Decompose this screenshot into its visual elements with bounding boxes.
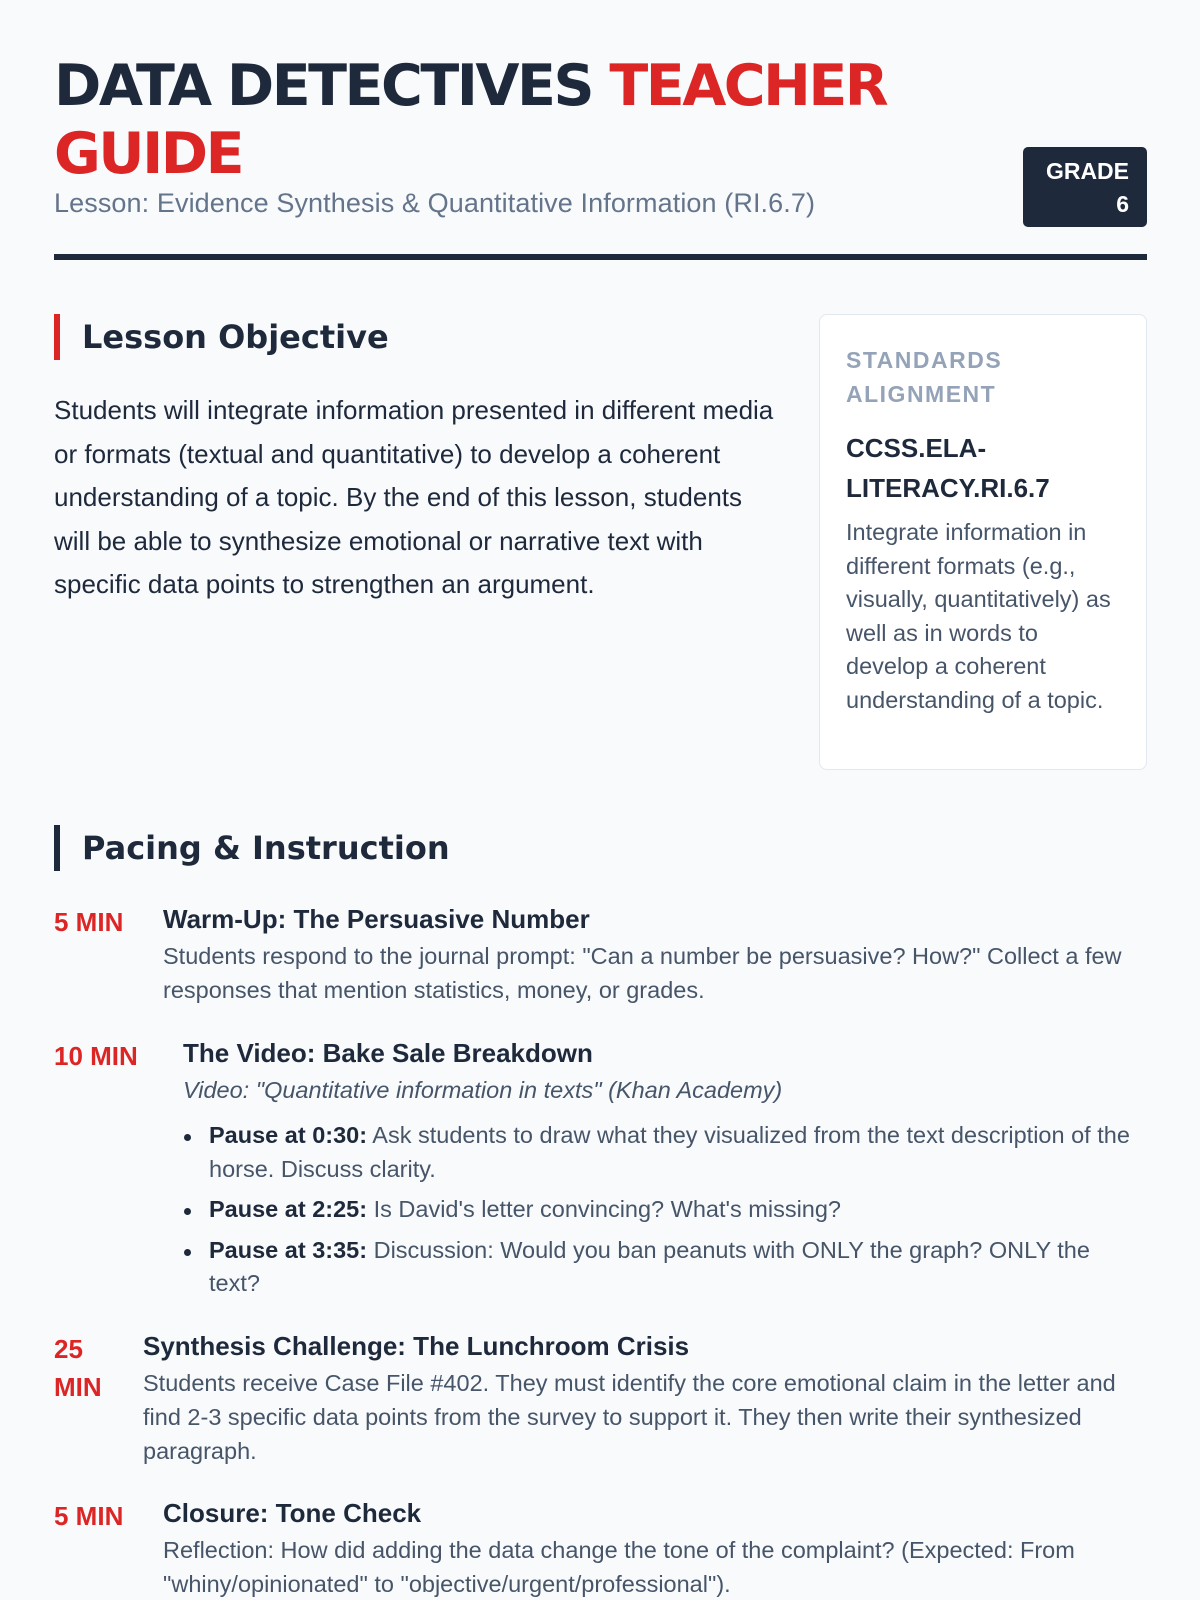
pause-list — [183, 1119, 1147, 1301]
pacing-time: 10 MIN — [54, 1041, 138, 1071]
standards-card — [819, 314, 1147, 770]
page-title — [54, 52, 974, 188]
standards-description: Integrate information in different formats (e.g., visually, quantitatively) as well as in words to develop a coherent understanding of a topic. — [846, 519, 1111, 713]
standards-label: STANDARDS ALIGNMENT — [846, 347, 1003, 407]
pause-label: Pause at 2:25: — [209, 1196, 368, 1222]
pause-text: Ask students to draw what they visualized from the text description of the horse. Discuss clarity. — [209, 1122, 1130, 1182]
grade-badge — [1023, 147, 1147, 227]
pause-label: Pause at 0:30: — [209, 1122, 368, 1148]
standards-code: CCSS.ELA- LITERACY.RI.6.7 — [846, 433, 1050, 503]
pacing-body — [163, 903, 1147, 1007]
pause-text: Is David's letter convincing? What's missing? — [373, 1196, 842, 1222]
teacher-guide-page — [54, 0, 1147, 1600]
pacing-heading: Pacing & Instruction — [54, 825, 450, 871]
pacing-body — [183, 1037, 1147, 1308]
grade-label: GRADE — [1045, 158, 1129, 184]
pacing-body — [163, 1497, 1147, 1600]
list-item — [183, 1193, 1147, 1227]
page-header — [54, 52, 1147, 260]
list-item — [183, 1119, 1147, 1186]
pacing-description: Reflection: How did adding the data change the tone of the complaint? (Expected: From "whiny/opinionated" to "objective/urgent/professional"). — [163, 1537, 1075, 1597]
objective-text: Students will integrate information presented in different media or formats (textual and quantitative) to develop a coherent understanding of a topic. By the end of this lesson, students will be able to synthesize emotional or narrative text with specific data points to strengthen an argument. — [54, 395, 774, 599]
pacing-title: Synthesis Challenge: The Lunchroom Crisis — [143, 1331, 690, 1361]
pacing-time: 5 MIN — [54, 1501, 124, 1531]
pacing-title: Closure: Tone Check — [163, 1498, 422, 1528]
pacing-description: Students receive Case File #402. They must identify the core emotional claim in the letter and find 2-3 specific data points from the survey to support it. They then write their synthesized paragraph. — [143, 1370, 1116, 1464]
video-reference: Video: "Quantitative information in texts" (Khan Academy) — [183, 1077, 783, 1103]
pacing-description: Students respond to the journal prompt: "Can a number be persuasive? How?" Collect a few responses that mention statistics, money, or grades. — [163, 943, 1122, 1003]
pacing-title: The Video: Bake Sale Breakdown — [183, 1038, 593, 1068]
pause-text: Discussion: Would you ban peanuts with ONLY the graph? ONLY the text? — [209, 1236, 1090, 1296]
title-accent: TEACHER GUIDE — [54, 53, 887, 187]
pacing-time: 25 MIN — [54, 1334, 102, 1402]
pacing-time: 5 MIN — [54, 907, 124, 937]
list-item — [183, 1234, 1147, 1301]
title-main: DATA DETECTIVES — [54, 53, 593, 119]
pause-label: Pause at 3:35: — [209, 1236, 368, 1263]
objective-heading: Lesson Objective — [54, 314, 389, 360]
grade-value: 6 — [1116, 191, 1129, 217]
lesson-subtitle: Lesson: Evidence Synthesis & Quantitative Information (RI.6.7) — [54, 188, 816, 218]
pacing-body — [143, 1330, 1147, 1468]
pacing-title: Warm-Up: The Persuasive Number — [163, 904, 590, 934]
